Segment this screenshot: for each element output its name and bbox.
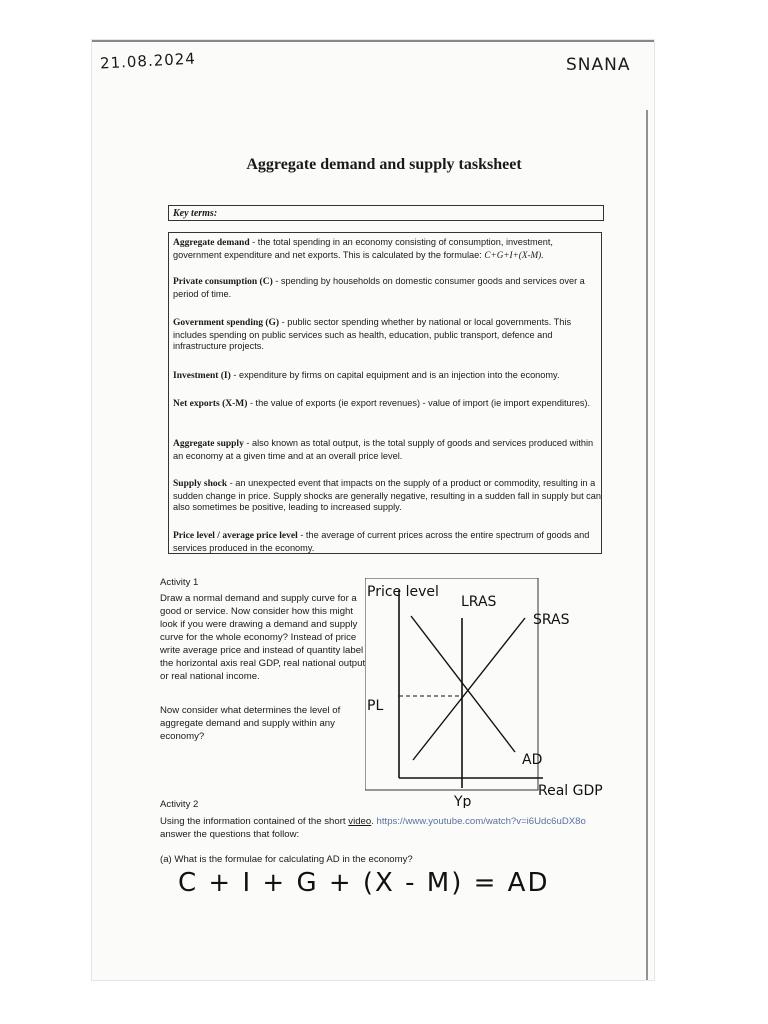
x-axis-label: Real GDP bbox=[538, 783, 603, 799]
yp-label: Yp bbox=[454, 794, 472, 808]
definition-investment bbox=[173, 370, 601, 383]
definition-aggregate-supply bbox=[173, 438, 601, 462]
definition-government-spending bbox=[173, 317, 601, 353]
activity2-text-mid: . bbox=[371, 816, 377, 827]
definition-price-level bbox=[173, 530, 601, 554]
activity2-text-start: Using the information contained of the short bbox=[160, 816, 349, 827]
activity1-heading: Activity 1 bbox=[160, 577, 199, 588]
definition-aggregate-demand bbox=[173, 237, 601, 261]
activity1-question: Now consider what determines the level of aggregate demand and supply within any economy? bbox=[160, 705, 341, 742]
definition-term: Investment (I) bbox=[173, 371, 231, 381]
sras-curve bbox=[413, 618, 525, 760]
activity2-text bbox=[160, 815, 600, 841]
definition-text: - the total spending in an economy consisting of consumption, investment, government expenditure and net exports. This is calculated by the formulae: bbox=[173, 237, 553, 260]
definition-text: - also known as total output, is the total supply of goods and services produced within an economy at a given time and at an overall price level. bbox=[173, 438, 594, 461]
definition-supply-shock bbox=[173, 478, 601, 514]
definition-text: - the value of exports (ie export revenues) - value of import (ie import expenditures). bbox=[247, 398, 591, 408]
definition-formula: C+G+I+(X-M). bbox=[484, 249, 544, 260]
definition-text: - the average of current prices across the entire spectrum of goods and services produced in the economy. bbox=[173, 530, 590, 553]
definition-text: - expenditure by firms on capital equipment and is an injection into the economy. bbox=[230, 370, 560, 380]
definition-text: - public sector spending whether by national or local governments. This includes spending on public services such as health, education, public transport, defence and infrastructure projects. bbox=[173, 317, 572, 351]
question-a: (a) What is the formulae for calculating AD in the economy? bbox=[160, 854, 413, 865]
definition-term: Government spending (G) bbox=[173, 318, 280, 328]
definition-term: Aggregate demand bbox=[173, 238, 250, 248]
definition-term: Net exports (X-M) bbox=[173, 399, 248, 409]
key-terms-box: Key terms: bbox=[168, 205, 604, 221]
page-title: Aggregate demand and supply tasksheet bbox=[246, 156, 522, 173]
lras-label: LRAS bbox=[461, 594, 497, 610]
definitions-box bbox=[168, 232, 602, 554]
activity2-heading: Activity 2 bbox=[160, 799, 199, 810]
price-level-label: PL bbox=[367, 698, 384, 714]
handwritten-name: SNANA bbox=[566, 55, 631, 75]
page-right-edge bbox=[646, 110, 648, 980]
ad-label: AD bbox=[522, 752, 543, 768]
ad-curve bbox=[411, 616, 515, 752]
page-top-edge bbox=[92, 40, 654, 42]
activity1-text: Draw a normal demand and supply curve for a good or service. Now consider how this might look if you were drawing a demand and supply curve for the whole economy? Instead of price write average price and instead of quantity label the horizontal axis real GDP, real national output or real national income. bbox=[160, 593, 366, 682]
video-link[interactable]: https://www.youtube.com/watch?v=i6Udc6uDX8o bbox=[376, 816, 586, 827]
definition-text: - spending by households on domestic consumer goods and services over a period of time. bbox=[173, 276, 585, 299]
definition-term: Supply shock bbox=[173, 479, 228, 489]
activity2-text-end: answer the questions that follow: bbox=[160, 829, 300, 840]
y-axis-label: Price level bbox=[367, 584, 439, 600]
handwritten-date: 21.08.2024 bbox=[99, 49, 197, 73]
definition-term: Aggregate supply bbox=[173, 439, 244, 449]
definition-term: Price level / average price level bbox=[173, 531, 298, 541]
definition-net-exports bbox=[173, 398, 601, 411]
definition-text: - an unexpected event that impacts on the supply of a product or commodity, resulting in a sudden change in price. Supply shocks are generally negative, resulting in a sudden fall in supply but can also sometimes be positive, leading to increased supply. bbox=[173, 478, 601, 512]
handwritten-answer-a: C + I + G + (X - M) = AD bbox=[178, 868, 550, 898]
ad-as-sketch bbox=[365, 578, 608, 808]
video-word: video bbox=[348, 816, 372, 827]
definition-term: Private consumption (C) bbox=[173, 277, 273, 287]
ad-as-sketch-svg bbox=[365, 578, 608, 808]
definition-private-consumption bbox=[173, 276, 601, 300]
graph-frame bbox=[365, 578, 538, 790]
sras-label: SRAS bbox=[533, 612, 570, 628]
